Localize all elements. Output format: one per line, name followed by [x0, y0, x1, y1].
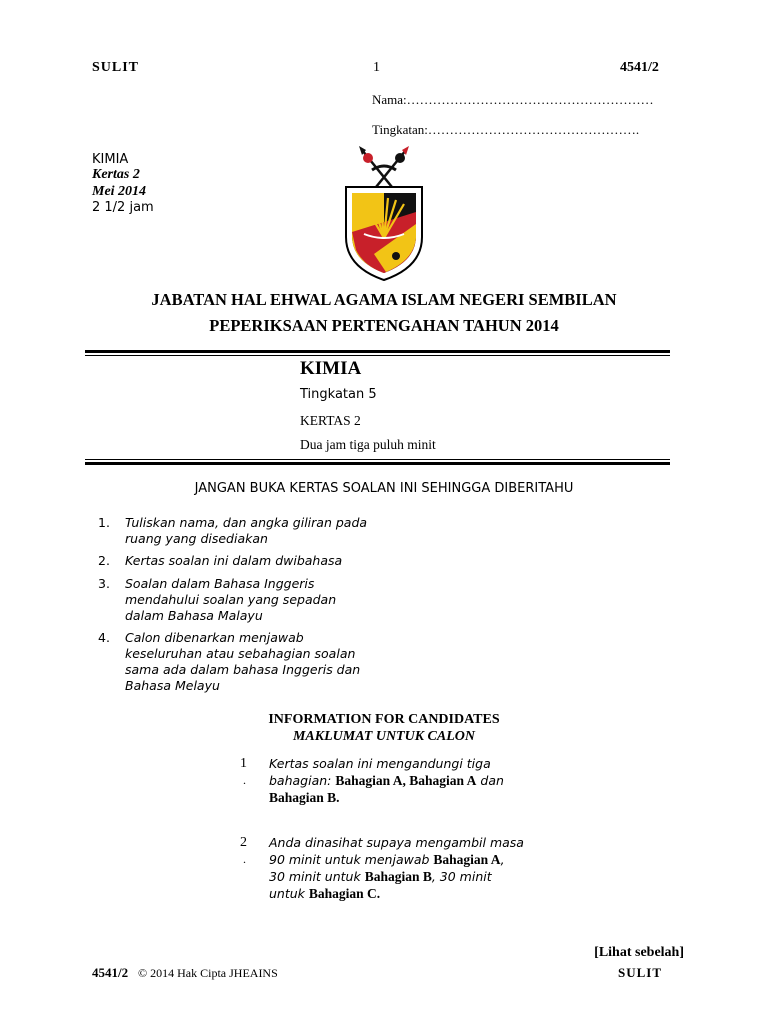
info-text: Kertas soalan ini mengandungi tiga — [269, 756, 491, 771]
info-text: , — [500, 852, 505, 867]
name-field[interactable]: Nama:………………………………………………… — [372, 92, 654, 107]
info-number-dot: . — [243, 852, 246, 866]
exam-duration: Dua jam tiga puluh minit — [300, 437, 436, 452]
instruction-item — [98, 630, 398, 694]
state-crest-emblem — [334, 142, 434, 284]
instruction-text: dalam Bahasa Malayu — [125, 608, 263, 623]
instruction-text: sama ada dalam bahasa Inggeris dan — [125, 662, 361, 677]
subject-label: KIMIA — [92, 152, 129, 167]
department-title: JABATAN HAL EHWAL AGAMA ISLAM NEGERI SEMBILAN — [151, 290, 617, 309]
instruction-text: ruang yang disediakan — [125, 531, 268, 546]
header-code: 4541/2 — [620, 60, 659, 75]
info-text: bahagian: — [269, 773, 336, 788]
info-text: 90 minit untuk menjawab — [269, 852, 434, 867]
exam-subject: KIMIA — [300, 358, 362, 379]
instruction-text: Soalan dalam Bahasa Inggeris — [125, 576, 315, 591]
info-emphasis: Bahagian A, Bahagian A — [335, 773, 477, 788]
info-text: dan — [476, 773, 504, 788]
info-emphasis: Bahagian B. — [269, 790, 340, 805]
info-number: 1 — [240, 756, 247, 771]
info-text: 30 minit untuk — [269, 869, 365, 884]
info-text: untuk — [269, 886, 309, 901]
bottom-rule-thick — [85, 462, 670, 465]
info-heading-en: INFORMATION FOR CANDIDATES — [268, 712, 500, 727]
instruction-number: 2. — [98, 553, 110, 568]
instruction-text: Kertas soalan ini dalam dwibahasa — [125, 553, 343, 568]
info-heading-ms: MAKLUMAT UNTUK CALON — [292, 729, 476, 744]
info-number-dot: . — [243, 773, 246, 787]
duration-label: 2 1/2 jam — [92, 200, 154, 215]
instruction-text: Bahasa Melayu — [125, 678, 220, 693]
next-page-note: [Lihat sebelah] — [594, 945, 684, 960]
instruction-number: 1. — [98, 515, 110, 530]
info-item-2 — [240, 834, 560, 904]
instruction-text: Tuliskan nama, dan angka giliran pada — [125, 515, 368, 530]
instruction-text: mendahului soalan yang sepadan — [125, 592, 337, 607]
top-rule-thick — [85, 350, 670, 353]
instruction-number: 4. — [98, 630, 110, 645]
page-number: 1 — [373, 60, 380, 75]
exam-paper: KERTAS 2 — [300, 413, 361, 428]
footer-code: 4541/2 — [92, 965, 129, 980]
info-item-1 — [240, 755, 560, 807]
bottom-rule-thin — [85, 459, 670, 460]
do-not-open-warning: JANGAN BUKA KERTAS SOALAN INI SEHINGGA DIBERITAHU — [194, 481, 574, 496]
info-text: Anda dinasihat supaya mengambil masa — [269, 835, 524, 850]
instruction-item — [98, 553, 398, 569]
form-field[interactable]: Tingkatan:…………………………………………. — [372, 122, 640, 137]
info-emphasis: Bahagian B — [364, 869, 432, 884]
exam-form: Tingkatan 5 — [300, 387, 377, 402]
exam-title: PEPERIKSAAN PERTENGAHAN TAHUN 2014 — [209, 316, 559, 335]
info-emphasis: Bahagian C. — [308, 886, 381, 901]
top-rule-thin — [85, 355, 670, 356]
header-sulit: SULIT — [92, 60, 140, 75]
date-label: Mei 2014 — [92, 184, 147, 199]
footer-copyright: © 2014 Hak Cipta JHEAINS — [138, 966, 278, 980]
info-text: , 30 minit — [431, 869, 492, 884]
paper-label: Kertas 2 — [92, 167, 140, 182]
instruction-text: Calon dibenarkan menjawab — [125, 630, 304, 645]
info-emphasis: Bahagian A — [433, 852, 501, 867]
instruction-number: 3. — [98, 576, 110, 591]
instruction-text: keseluruhan atau sebahagian soalan — [125, 646, 356, 661]
footer-sulit: SULIT — [617, 965, 662, 980]
instruction-item — [98, 515, 398, 547]
info-number: 2 — [240, 835, 247, 850]
instruction-item — [98, 576, 398, 624]
